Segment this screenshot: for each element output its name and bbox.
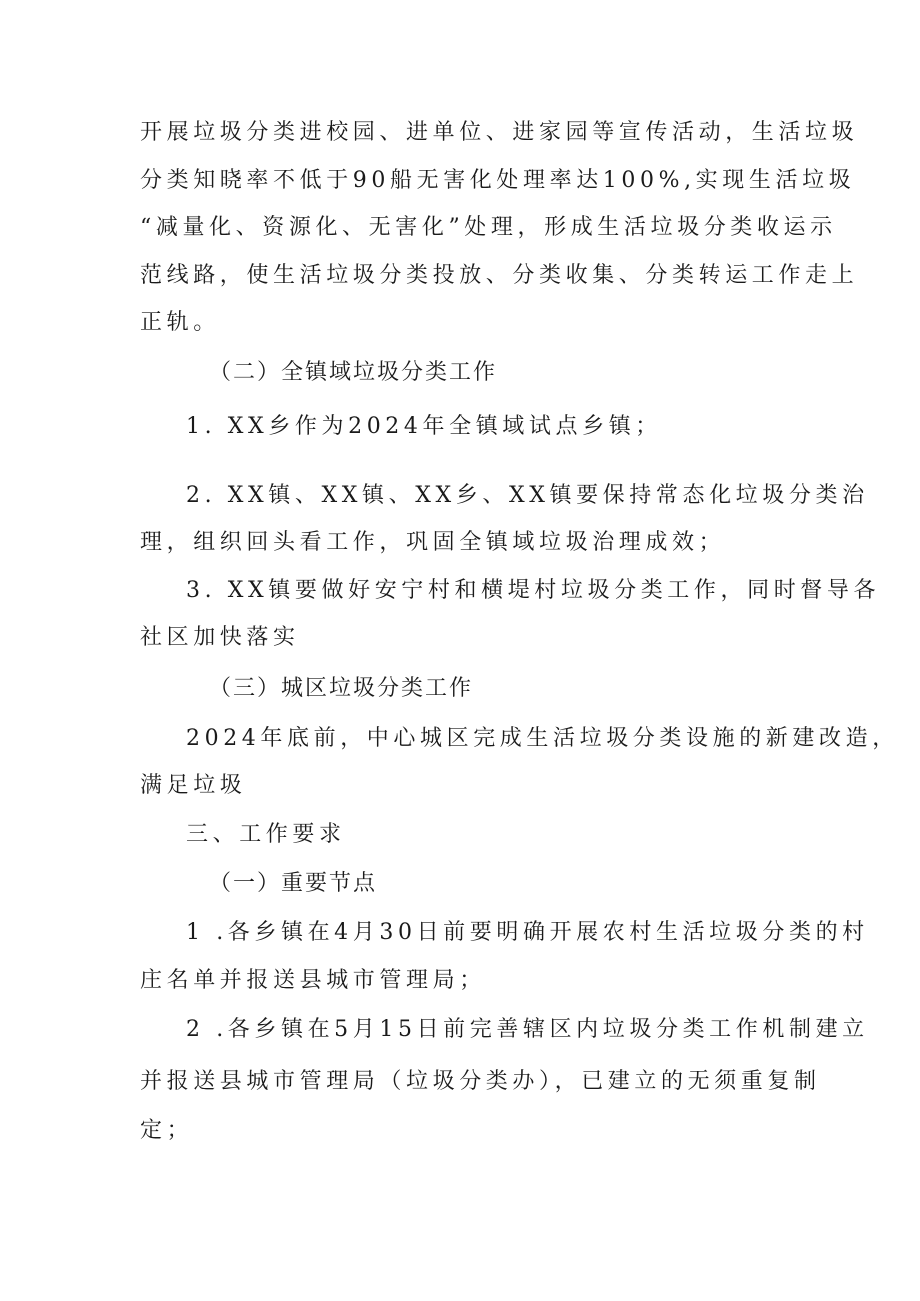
section-heading: （二）全镇域垃圾分类工作: [209, 360, 498, 385]
paragraph-line: 满足垃圾: [140, 773, 247, 798]
list-item: 2. XX镇、XX镇、XX乡、XX镇要保持常态化垃圾分类治: [186, 483, 869, 508]
paragraph-line: “减量化、资源化、无害化”处理，形成生活垃圾分类收运示: [140, 215, 837, 240]
list-item: 2 .各乡镇在5月15日前完善辖区内垃圾分类工作机制建立: [186, 1017, 869, 1042]
paragraph-line: 庄名单并报送县城市管理局；: [140, 968, 486, 993]
paragraph-line: 分类知晓率不低于90船无害化处理率达100%,实现生活垃圾: [140, 168, 856, 193]
section-heading: （一）重要节点: [209, 871, 378, 896]
list-item: 1. XX乡作为2024年全镇域试点乡镇；: [186, 414, 662, 439]
list-item: 1 .各乡镇在4月30日前要明确开展农村生活垃圾分类的村: [186, 920, 869, 945]
paragraph-line: 理，组织回头看工作，巩固全镇域垃圾治理成效；: [140, 530, 726, 555]
paragraph-line: 正轨。: [140, 310, 220, 335]
list-item: 3. XX镇要做好安宁村和横堤村垃圾分类工作，同时督导各: [186, 578, 881, 603]
section-heading: （三）城区垃圾分类工作: [209, 676, 474, 701]
paragraph-line: 并报送县城市管理局（垃圾分类办），已建立的无须重复制: [140, 1069, 821, 1094]
paragraph-line: 2024年底前，中心城区完成生活垃圾分类设施的新建改造，: [186, 726, 899, 751]
section-heading: 三、工作要求: [186, 822, 346, 847]
paragraph-line: 社区加快落实: [140, 625, 300, 650]
paragraph-line: 开展垃圾分类进校园、进单位、进家园等宣传活动，生活垃圾: [140, 120, 859, 145]
paragraph-line: 范线路，使生活垃圾分类投放、分类收集、分类转运工作走上: [140, 263, 859, 288]
paragraph-line: 定；: [140, 1118, 194, 1143]
